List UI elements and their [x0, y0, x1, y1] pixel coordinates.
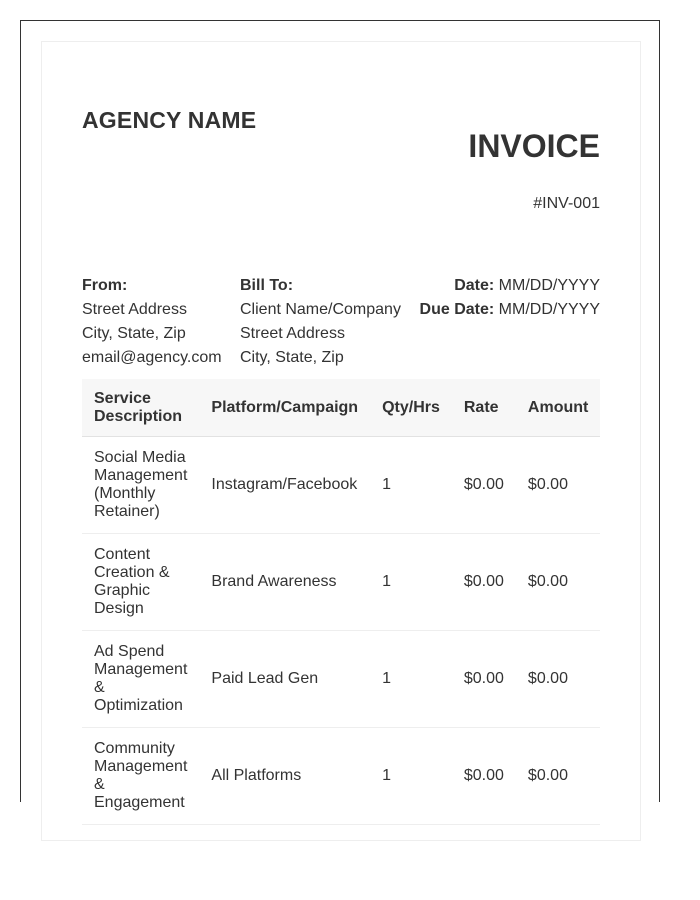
from-block	[82, 274, 222, 370]
bill-to-city: City, State, Zip	[240, 349, 344, 366]
agency-name: AGENCY NAME	[82, 107, 257, 133]
bill-to-client: Client Name/Company	[240, 301, 401, 318]
row-description: Community Management & Engagement	[82, 728, 199, 825]
row-description: Social Media Management (Monthly Retainer)	[82, 437, 199, 534]
row-platform: Brand Awareness	[199, 534, 370, 631]
table-header-row	[82, 379, 600, 437]
invoice-page	[41, 41, 641, 841]
row-rate: $0.00	[452, 534, 516, 631]
bill-to-label: Bill To:	[240, 277, 294, 294]
from-city: City, State, Zip	[82, 325, 186, 342]
bill-to-street: Street Address	[240, 325, 345, 342]
date-line	[420, 274, 600, 298]
row-qty: 1	[370, 728, 452, 825]
invoice-number: #INV-001	[533, 195, 600, 212]
table-row	[82, 437, 600, 534]
dates-block	[420, 274, 600, 322]
from-street: Street Address	[82, 301, 187, 318]
row-rate: $0.00	[452, 437, 516, 534]
header-platform-campaign: Platform/Campaign	[199, 379, 370, 437]
row-rate: $0.00	[452, 631, 516, 728]
row-platform: Paid Lead Gen	[199, 631, 370, 728]
due-date-value: MM/DD/YYYY	[498, 301, 600, 318]
header-service-description: Service Description	[82, 379, 199, 437]
header-amount: Amount	[516, 379, 600, 437]
date-label: Date:	[454, 277, 495, 294]
table-row	[82, 728, 600, 825]
date-value: MM/DD/YYYY	[498, 277, 600, 294]
document-viewport	[20, 20, 660, 811]
row-description: Ad Spend Management & Optimization	[82, 631, 199, 728]
bill-to-block	[240, 274, 401, 370]
row-amount: $0.00	[516, 437, 600, 534]
row-rate: $0.00	[452, 728, 516, 825]
row-amount: $0.00	[516, 631, 600, 728]
invoice-title: INVOICE	[468, 128, 600, 164]
row-qty: 1	[370, 437, 452, 534]
row-amount: $0.00	[516, 728, 600, 825]
from-label: From:	[82, 277, 128, 294]
from-email: email@agency.com	[82, 349, 222, 366]
header-qty-hrs: Qty/Hrs	[370, 379, 452, 437]
row-description: Content Creation & Graphic Design	[82, 534, 199, 631]
due-date-label: Due Date:	[419, 301, 495, 318]
table-row	[82, 631, 600, 728]
row-platform: Instagram/Facebook	[199, 437, 370, 534]
row-qty: 1	[370, 534, 452, 631]
table-row	[82, 534, 600, 631]
row-amount: $0.00	[516, 534, 600, 631]
header-rate: Rate	[452, 379, 516, 437]
row-platform: All Platforms	[199, 728, 370, 825]
line-items-table	[82, 379, 600, 825]
row-qty: 1	[370, 631, 452, 728]
due-date-line	[420, 298, 600, 322]
